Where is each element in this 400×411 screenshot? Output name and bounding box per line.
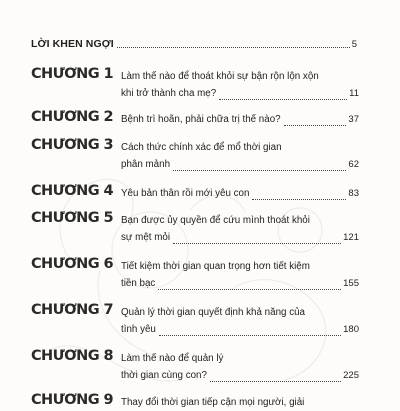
chapter-title-line: thời gian cùng con?	[121, 370, 207, 381]
chapter-title-line: Bệnh trì hoãn, phải chữa trị thế nào?	[121, 114, 281, 125]
chapter-title-line: tiền bạc	[121, 278, 156, 289]
chapter-label: CHƯƠNG 8	[31, 348, 113, 364]
dot-leader	[210, 381, 341, 382]
page-number: 37	[348, 114, 359, 125]
chapter-title-line: Yêu bản thân rồi mới yêu con	[121, 188, 250, 199]
page-number: 225	[343, 370, 359, 381]
chapter-title-line: Quản lý thời gian quyết định khả năng của	[121, 307, 305, 318]
toc-intro-entry[interactable]	[31, 38, 357, 50]
dot-leader	[219, 99, 347, 100]
page-number: 11	[349, 88, 359, 99]
dot-leader	[158, 289, 341, 290]
page-number: 155	[343, 278, 359, 289]
dot-leader	[252, 199, 346, 200]
chapter-title-line: Tiết kiệm thời gian quan trọng hơn tiết kiệm	[121, 261, 310, 272]
page-number: 121	[343, 232, 359, 243]
chapter-label: CHƯƠNG 7	[31, 302, 113, 318]
dot-leader	[284, 125, 347, 126]
page-number: 5	[351, 39, 357, 50]
dot-leader	[173, 243, 341, 244]
dot-leader	[117, 47, 350, 48]
dot-leader	[173, 170, 346, 171]
chapter-label: CHƯƠNG 3	[31, 137, 113, 153]
chapter-title-line: phân mảnh	[121, 159, 171, 170]
chapter-label: CHƯƠNG 4	[31, 183, 113, 199]
chapter-title-line: Thay đổi thời gian tiếp cận mọi người, giải	[121, 397, 305, 408]
chapter-title-line: khi trở thành cha mẹ?	[121, 88, 217, 99]
page-number: 180	[343, 324, 359, 335]
chapter-label: CHƯƠNG 2	[31, 109, 113, 125]
chapter-title-line: Làm thế nào để quản lý	[121, 353, 224, 364]
chapter-label: CHƯƠNG 9	[31, 392, 113, 408]
chapter-title-line: tình yêu	[121, 324, 156, 335]
page-number: 62	[348, 159, 359, 170]
chapter-label: CHƯƠNG 1	[31, 66, 113, 82]
chapter-title-line: sự mệt mỏi	[121, 232, 171, 243]
chapter-title-line: Cách thức chính xác để mổ thời gian	[121, 142, 282, 153]
chapter-title-line: Bạn được ủy quyền để cứu mình thoát khỏi	[121, 215, 310, 226]
page-number: 83	[348, 188, 359, 199]
chapter-title-line: Làm thế nào để thoát khỏi sự bận rộn lộn xộn	[121, 71, 319, 82]
dot-leader	[159, 335, 341, 336]
chapter-label: CHƯƠNG 6	[31, 256, 113, 272]
chapter-label: CHƯƠNG 5	[31, 210, 113, 226]
intro-title: LỜI KHEN NGỢI	[31, 38, 114, 50]
